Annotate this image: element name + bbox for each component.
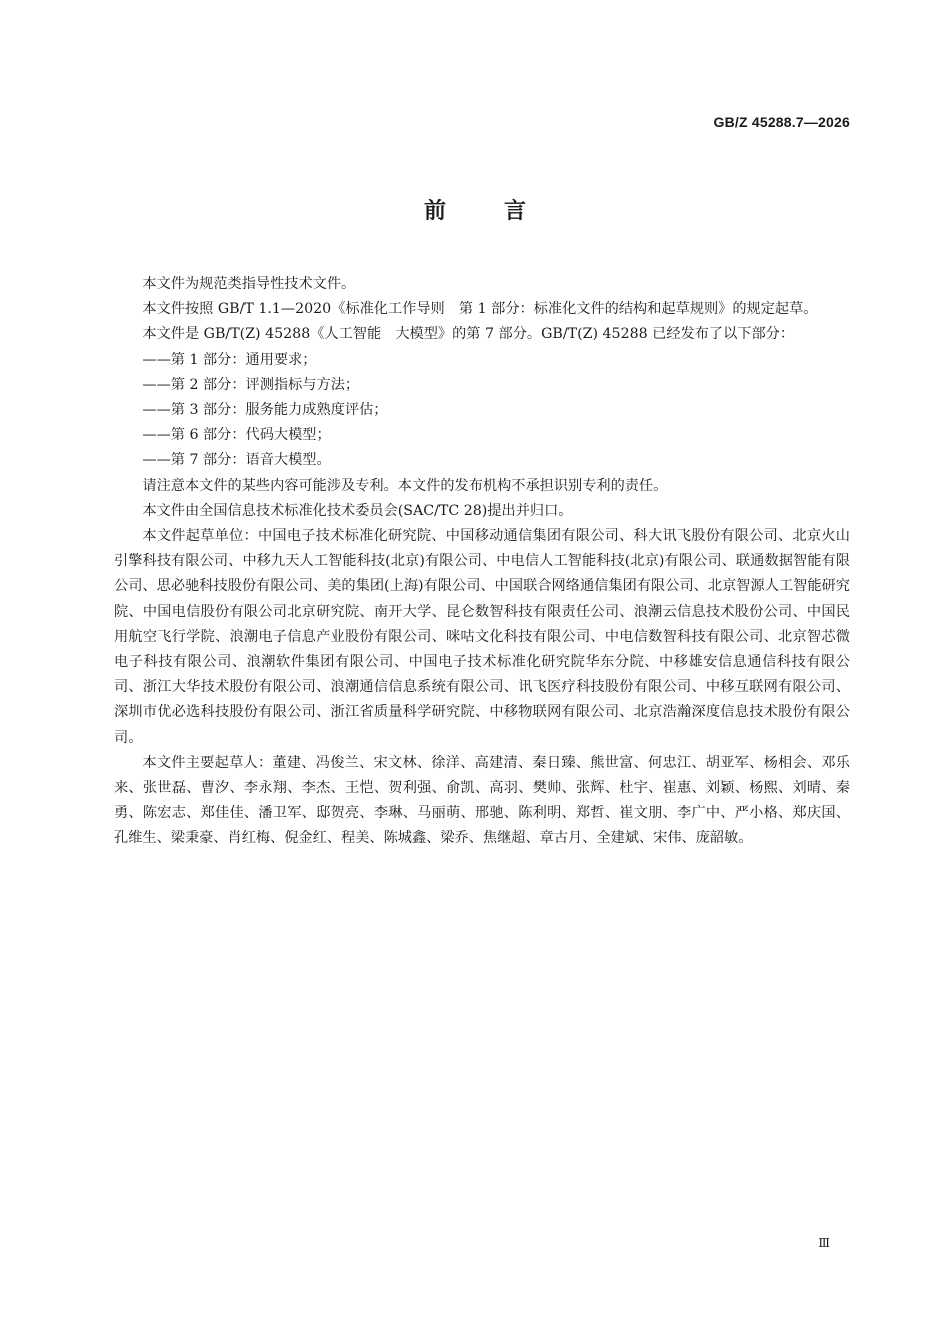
paragraph-part-info: 本文件是 GB/T(Z) 45288《人工智能 大模型》的第 7 部分。GB/T(Z) 45288 已经发布了以下部分： xyxy=(142,326,795,343)
document-body xyxy=(114,272,850,852)
list-item-part-7: ——第 7 部分：语音大模型。 xyxy=(142,452,331,469)
paragraph-drafting-rules: 本文件按照 GB/T 1.1—2020《标准化工作导则 第 1 部分：标准化文件的结构和起草规则》的规定起草。 xyxy=(142,301,818,318)
standard-code: GB/Z 45288.7—2026 xyxy=(713,114,850,130)
paragraph-drafters: 本文件主要起草人：董建、冯俊兰、宋文林、徐洋、高建清、秦日臻、熊世富、何忠江、胡亚军、杨相会、邓乐来、张世磊、曹汐、李永翔、李杰、王恺、贺利强、俞凯、高羽、樊帅、张辉、杜宇、崔惠、刘颖、杨熙、刘晴、秦勇、陈宏志、郑佳佳、潘卫军、邸贺亮、李琳、马丽萌、邢驰、陈利明、郑哲、崔文朋、李广中、严小格、郑庆国、孔维生、梁秉豪、肖红梅、倪金红、程美、陈城鑫、梁乔、焦继超、章古月、全建斌、宋伟、庞韶敏。 xyxy=(114,754,850,847)
list-item-part-1: ——第 1 部分：通用要求； xyxy=(142,351,317,368)
paragraph-proposer: 本文件由全国信息技术标准化技术委员会(SAC/TC 28)提出并归口。 xyxy=(142,502,573,519)
list-item-part-3: ——第 3 部分：服务能力成熟度评估； xyxy=(142,402,388,419)
list-item-part-6: ——第 6 部分：代码大模型； xyxy=(142,427,331,444)
paragraph-patent-notice: 请注意本文件的某些内容可能涉及专利。本文件的发布机构不承担识别专利的责任。 xyxy=(142,477,668,494)
page-title: 前言 xyxy=(423,199,584,224)
list-item-part-2: ——第 2 部分：评测指标与方法； xyxy=(142,376,360,393)
paragraph-document-type: 本文件为规范类指导性技术文件。 xyxy=(142,276,356,292)
page-number: Ⅲ xyxy=(818,1236,830,1250)
paragraph-drafting-units: 本文件起草单位：中国电子技术标准化研究院、中国移动通信集团有限公司、科大讯飞股份有限公司、北京火山引擎科技有限公司、中移九天人工智能科技(北京)有限公司、中电信人工智能科技(北京)有限公司、联通数据智能有限公司、思必驰科技股份有限公司、美的集团(上海)有限公司、中国联合网络通信集团有限公司、北京智源人工智能研究院、中国电信股份有限公司北京研究院、南开大学、昆仑数智科技有限责任公司、浪潮云信息技术股份公司、中国民用航空飞行学院、浪潮电子信息产业股份有限公司、咪咕文化科技有限公司、中电信数智科技有限公司、北京智芯微电子科技有限公司、浪潮软件集团有限公司、中国电子技术标准化研究院华东分院、中移雄安信息通信科技有限公司、浙江大华技术股份有限公司、浪潮通信信息系统有限公司、讯飞医疗科技股份有限公司、中移互联网有限公司、深圳市优必选科技股份有限公司、浙江省质量科学研究院、中移物联网有限公司、北京浩瀚深度信息技术股份有限公司。 xyxy=(114,528,850,746)
